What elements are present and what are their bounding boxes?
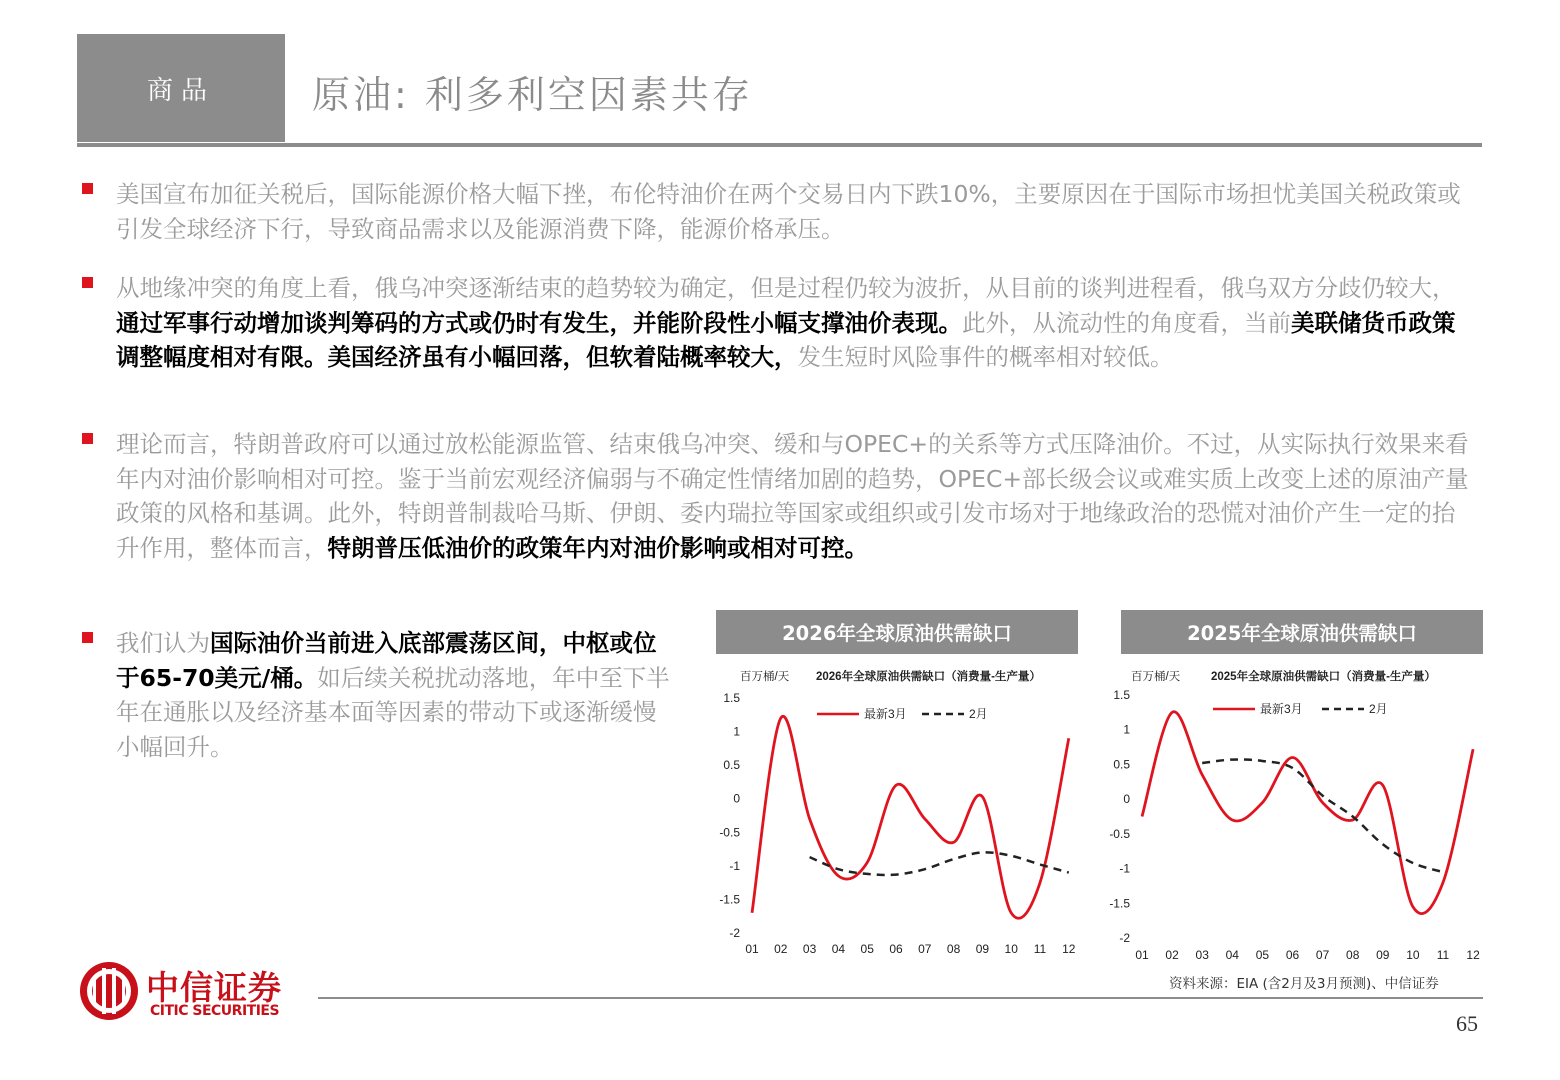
x-tick-label: 04 — [831, 942, 846, 956]
legend-label: 2月 — [1369, 702, 1388, 716]
series-line-feb — [1202, 759, 1443, 872]
y-tick-label: 0 — [733, 791, 740, 806]
x-tick-label: 03 — [802, 942, 817, 956]
x-tick-label: 05 — [1255, 948, 1270, 962]
highlighted-text: 通过军事行动增加谈判筹码的方式或仍时有发生，并能阶段性小幅支撑油价表现。 — [116, 308, 962, 337]
x-tick-label: 11 — [1033, 942, 1047, 956]
y-tick-label: -1 — [1119, 861, 1130, 876]
y-tick-label: 0.5 — [1113, 757, 1130, 772]
section-label-text: 商品 — [146, 75, 215, 106]
y-tick-label: -0.5 — [1109, 826, 1130, 841]
x-tick-label: 12 — [1062, 942, 1076, 956]
x-tick-label: 07 — [918, 942, 932, 956]
body-text: 此外，从流动性的角度看，当前 — [962, 308, 1291, 337]
y-tick-label: 1.5 — [1113, 688, 1130, 702]
legend-label: 最新3月 — [1260, 702, 1303, 716]
paragraph-3 — [116, 427, 1472, 565]
bullet-marker-2 — [82, 277, 93, 288]
y-tick-label: -1.5 — [1109, 896, 1130, 911]
highlighted-text: 特朗普压低油价的政策年内对油价影响或相对可控。 — [327, 533, 868, 562]
y-tick-label: 1 — [733, 724, 740, 739]
x-tick-label: 01 — [745, 942, 759, 956]
y-tick-label: -1.5 — [719, 892, 740, 907]
paragraph-1 — [116, 177, 1461, 246]
x-tick-label: 12 — [1466, 948, 1480, 962]
chart-2025-supply-demand-gap — [1100, 656, 1485, 966]
series-line-latest-march — [1142, 712, 1473, 914]
body-text: 我们认为 — [116, 629, 210, 657]
x-tick-label: 02 — [774, 942, 788, 956]
paragraph-2 — [116, 271, 1461, 375]
series-line-latest-march — [752, 716, 1069, 918]
x-tick-label: 06 — [1285, 948, 1300, 962]
x-tick-label: 02 — [1165, 948, 1179, 962]
y-tick-label: -2 — [1119, 931, 1130, 945]
chart-title: 2026年全球原油供需缺口（消费量-生产量） — [816, 671, 1041, 683]
x-tick-label: 04 — [1225, 948, 1239, 962]
bullet-marker-4 — [82, 632, 93, 643]
series-line-feb — [810, 852, 1069, 875]
citic-logo-icon — [78, 960, 140, 1022]
x-tick-label: 01 — [1135, 948, 1149, 962]
x-tick-label: 09 — [975, 942, 990, 956]
y-tick-label: -1 — [729, 858, 740, 873]
chart-title: 2025年全球原油供需缺口（消费量-生产量） — [1211, 671, 1436, 683]
section-label — [77, 34, 285, 142]
y-tick-label: -2 — [729, 926, 740, 940]
x-tick-label: 07 — [1315, 948, 1330, 962]
chart-header-2025: 2025年全球原油供需缺口 — [1121, 610, 1483, 654]
x-tick-label: 11 — [1436, 948, 1450, 962]
x-tick-label: 10 — [1004, 942, 1018, 956]
x-tick-label: 03 — [1195, 948, 1209, 962]
y-tick-label: -0.5 — [719, 825, 740, 840]
title-divider — [77, 143, 1482, 147]
chart-unit-label: 百万桶/天 — [740, 671, 790, 683]
body-text: 发生短时风险事件的概率相对较低。 — [797, 343, 1174, 371]
highlighted-text: 国际油价当前进入底部震荡区间，中枢或位于65-70美元/桶。 — [116, 629, 657, 692]
bullet-marker-3 — [82, 433, 93, 444]
chart-2026-supply-demand-gap — [705, 656, 1085, 961]
y-tick-label: 1 — [1123, 722, 1130, 737]
body-text: 如后续关税扰动落地，年中至下半年在通胀以及经济基本面等因素的带动下或逐渐缓慢小幅回升。 — [116, 663, 670, 761]
x-tick-label: 05 — [860, 942, 874, 956]
chart-unit-label: 百万桶/天 — [1131, 671, 1181, 683]
y-tick-label: 0.5 — [723, 758, 740, 773]
logo-text-cn: 中信证券 — [146, 968, 282, 1007]
paragraph-4 — [116, 626, 676, 764]
body-text: 从地缘冲突的角度上看，俄乌冲突逐渐结束的趋势较为确定，但是过程仍较为波折，从目前的谈判进程看，俄乌双方分歧仍较大， — [116, 274, 1456, 302]
x-tick-label: 09 — [1376, 948, 1390, 962]
x-tick-label: 08 — [1346, 948, 1360, 962]
y-tick-label: 1.5 — [723, 691, 740, 705]
bullet-marker-1 — [82, 183, 93, 194]
chart-header-2026: 2026年全球原油供需缺口 — [716, 610, 1078, 654]
y-tick-label: 0 — [1123, 792, 1130, 807]
footer-divider — [318, 997, 1483, 999]
x-tick-label: 06 — [889, 942, 903, 956]
legend-label: 最新3月 — [864, 707, 907, 721]
legend-label: 2月 — [969, 707, 988, 721]
body-text: 美国宣布加征关税后，国际能源价格大幅下挫，布伦特油价在两个交易日内下跌10%，主要原因在于国际市场担忧美国关税政策或引发全球经济下行，导致商品需求以及能源消费下降，能源价格承压。 — [116, 180, 1461, 243]
body-text: 理论而言，特朗普政府可以通过放松能源监管、结束俄乌冲突、缓和与OPEC+的关系等方式压降油价。不过，从实际执行效果来看年内对油价影响相对可控。鉴于当前宏观经济偏弱与不确定性情绪加剧的趋势，OPEC+部长级会议或难实质上改变上述的原油产量政策的风格和基调。此外，特朗普制裁哈马斯、伊朗、委内瑞拉等国家或组织或引发市场对于地缘政治的恐慌对油价产生一定的抬升作用，整体而言， — [116, 430, 1469, 562]
page-title: 原油: 利多利空因素共存 — [312, 73, 753, 117]
highlighted-text: 美联储货币政策调整幅度相对有限。美国经济虽有小幅回落，但软着陆概率较大， — [116, 308, 1456, 371]
source-note: 资料来源：EIA (含2月及3月预测)、中信证券 — [1169, 976, 1439, 992]
page-number: 65 — [1456, 1011, 1478, 1036]
x-tick-label: 10 — [1406, 948, 1420, 962]
x-tick-label: 08 — [946, 942, 961, 956]
logo-text-en: CITIC SECURITIES — [150, 1003, 280, 1019]
